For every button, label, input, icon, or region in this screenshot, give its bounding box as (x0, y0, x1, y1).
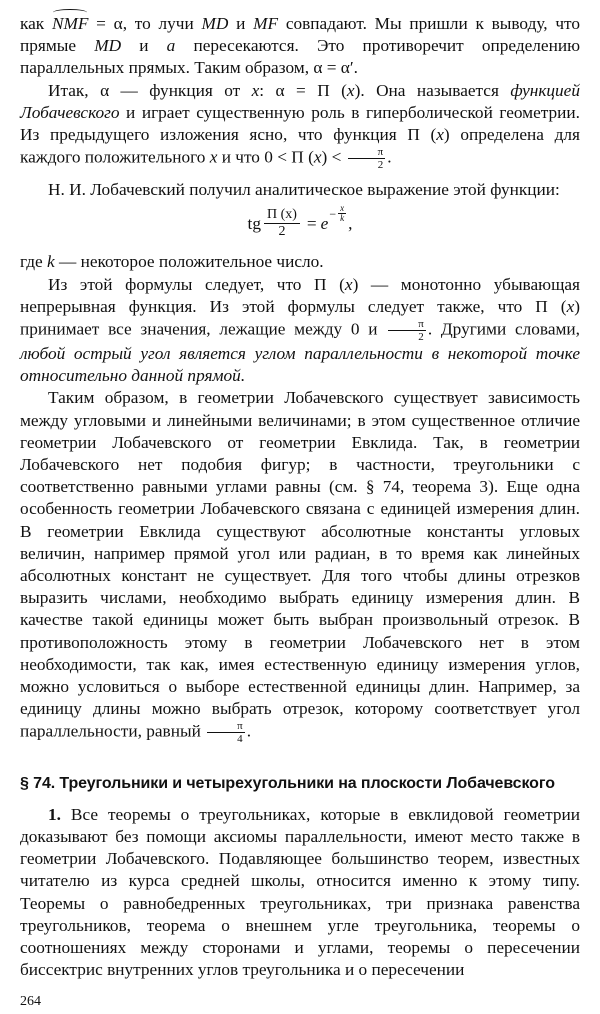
var-md: MD (94, 36, 122, 56)
var-a: a (166, 36, 176, 56)
text: Все теоремы о треугольниках, которые в евклидовой геометрии доказывают без помощи аксиомы параллельности, имеют место также в геометрии Лобачевского. Подавляющее большинство теорем, известных читателю из курса средней школы, относится именно к этому типу. Теоремы о равнобедренных треугольниках, три признака равенства треугольников, теорема о внешнем угле треугольника, теоремы о соотношениях между сторонами и углами, теоремы о пересечении биссектрис внутренних углов треугольника и о пересечении (20, 804, 580, 980)
denominator: k (340, 213, 345, 224)
text: и играет существенную роль в гиперболической геометрии. Из предыдущего изложения ясно, что функция Π ( (20, 102, 580, 145)
var-mf: MF (253, 14, 279, 33)
text: Итак, α — функция от (48, 80, 252, 100)
text: Таким образом, в геометрии Лобачевского существует зависимость между угловыми и линейными величинами; в этом существенное отличие геометрии Лобачевского от геометрии Евклида. Так, в геометрии Лобачевского нет подобия фигур; в частности, треугольники с соответственно равными углами равны (см. § 74, теорема 3). Еще одна особенность геометрии Лобачевского связана с единицей измерения длин. В геометрии Евклида существуют абсолютные константы угловых величин, например прямой угол или радиан, в то время как линейных абсолютных констант не существует. Для того чтобы длины отрезков выразить числами, необходимо выбрать единицу измерения длин. В качестве такой единицы может быть выбран произвольный отрезок. В противоположность этому в геометрии Лобачевского нет в этом необходимости, так как, имея естественную единицу измерения углов, можно условиться о выборе естественной единицы длин. Например, за единицу длины можно выбрать отрезок, которому соответствует угол параллельности, равный (20, 388, 580, 741)
text: . (387, 147, 392, 167)
equals-sign: = (306, 213, 317, 233)
numerator: π (348, 146, 386, 159)
tg-symbol: tg (247, 213, 261, 233)
fraction-pi-2 (348, 146, 386, 171)
var-x: x (209, 147, 218, 167)
text: как (20, 14, 52, 33)
paragraph-5 (20, 274, 580, 388)
text: и (121, 36, 167, 56)
section-heading: § 74. Треугольники и четырехугольники на плоскости Лобачевского (20, 775, 555, 793)
text: Н. И. Лобачевский получил аналитическое выражение этой функции: (48, 180, 560, 200)
var-x: x (566, 296, 575, 316)
paragraph-3 (20, 179, 580, 201)
paragraph-7 (20, 804, 580, 982)
text: ). Она называется (354, 80, 511, 100)
book-page (20, 10, 580, 1014)
var-md: MD (201, 14, 229, 33)
text: совпадают. Мы пришли к выводу, что прямые (20, 14, 580, 56)
paragraph-2 (20, 80, 580, 172)
text: где (20, 252, 48, 272)
text: пересекаются. Это противоречит определению параллельных прямых. Таким образом, α = α′. (20, 36, 580, 78)
emphasis: функцией Лобачевского (20, 80, 580, 122)
angle-label: NMF (51, 14, 89, 33)
angle-nmf (52, 10, 88, 35)
var-x: x (344, 274, 353, 294)
page-number: 264 (20, 994, 41, 1010)
numerator: Π (x) (264, 207, 300, 224)
text: ) принимает все значения, лежащие между 0 и (20, 296, 580, 339)
text: ) < (321, 147, 346, 167)
denominator: 2 (278, 224, 286, 240)
exponent (329, 203, 348, 225)
numerator: x (340, 203, 345, 214)
paragraph-6 (20, 387, 580, 745)
paragraph-1 (20, 10, 580, 80)
denominator: 2 (418, 331, 424, 344)
text: : α = Π ( (259, 80, 347, 100)
var-x: x (251, 80, 260, 100)
numerator: π (388, 318, 426, 331)
var-x: x (313, 147, 322, 167)
paragraph-4 (20, 251, 580, 273)
var-x: x (436, 125, 444, 145)
denominator: 4 (237, 733, 243, 746)
numerator: π (207, 720, 245, 733)
fraction-pi-2 (388, 318, 426, 343)
var-k: k (47, 252, 55, 272)
exponent-fraction (338, 204, 346, 223)
emphasis: любой острый угол является углом параллельности в некоторой точке относительно данной прямой. (20, 344, 580, 386)
lobachevsky-formula (20, 203, 580, 247)
formula-fraction (264, 207, 300, 240)
euler-e: e (320, 213, 329, 233)
text: = α, то лучи (88, 14, 202, 33)
minus-sign: − (329, 206, 337, 221)
var-x: x (346, 80, 355, 100)
comma: , (348, 213, 353, 233)
text: — некоторое положительное число. (54, 252, 324, 272)
text: и (228, 14, 254, 33)
text: . Другими словами, (427, 319, 580, 339)
text: ) — монотонно убывающая непрерывная функция. Из этой формулы следует также, что Π ( (20, 274, 580, 316)
fraction-pi-4 (207, 720, 245, 745)
text: . (246, 721, 252, 741)
item-number: 1. (48, 804, 61, 824)
text: Из этой формулы следует, что Π ( (48, 274, 345, 294)
text: и что 0 < Π ( (217, 147, 314, 167)
text: ) определена для каждого положительного (20, 125, 580, 167)
denominator: 2 (377, 159, 384, 172)
